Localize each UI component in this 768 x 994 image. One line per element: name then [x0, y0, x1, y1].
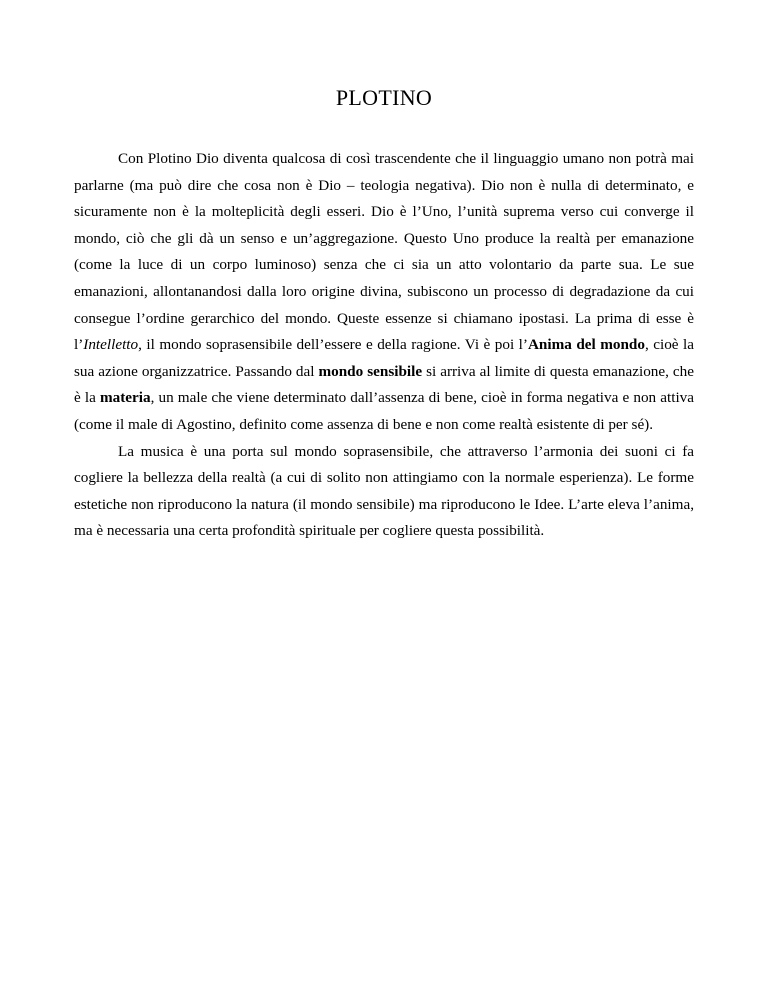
text-run: , il mondo soprasensibile dell’essere e della ragione. Vi è poi l’ [138, 336, 528, 354]
text-run: Con Plotino Dio diventa qualcosa di così trascendente che il linguaggio umano non potrà mai parlarne (ma può dire che cosa non è Dio – teologia negativa). Dio non è nulla di determinato, e sicuramente non è la molteplicità degli esseri. Dio è l’Uno, l’unità suprema verso cui converge il mondo, ciò che gli dà un senso e un’aggregazione. Questo Uno produce la realtà per emanazione (come la luce di un corpo luminoso) senza che ci sia un atto volontario da parte sua. Le sue emanazioni, allontanandosi dalla loro origine divina, subiscono un processo di degradazione da cui consegue l’ordine gerarchico del mondo. Queste essenze si chiamano ipostasi. La prima di esse è l’ [74, 150, 694, 354]
text-run-bold: Anima del mondo [527, 336, 645, 354]
paragraph-2 [74, 439, 694, 545]
text-run-bold: materia [99, 389, 151, 407]
text-run: , cioè la sua azione organizzatrice. Passando dal [74, 336, 695, 380]
paragraph-1 [74, 146, 694, 439]
text-run: si arriva al limite di questa emanazione, che è la [74, 362, 695, 407]
body-text [74, 146, 694, 545]
text-run-italic: Intelletto [83, 336, 139, 354]
text-run: , un male che viene determinato dall’assenza di bene, cioè in forma negativa e non attiva (come il male di Agostino, definito come assenza di bene e non come realtà esistente di per sé). [74, 389, 694, 433]
text-run-bold: mondo sensibile [318, 362, 423, 380]
text-run: La musica è una porta sul mondo soprasensibile, che attraverso l’armonia dei suoni ci fa cogliere la bellezza della realtà (a cui di solito non attingiamo con la normale esperienza). Le forme estetiche non riproducono la natura (il mondo sensibile) ma riproducono le Idee. L’arte eleva l’anima, ma è necessaria una certa profondità spirituale per cogliere questa possibilità. [74, 442, 694, 540]
page-title: PLOTINO [335, 85, 433, 110]
